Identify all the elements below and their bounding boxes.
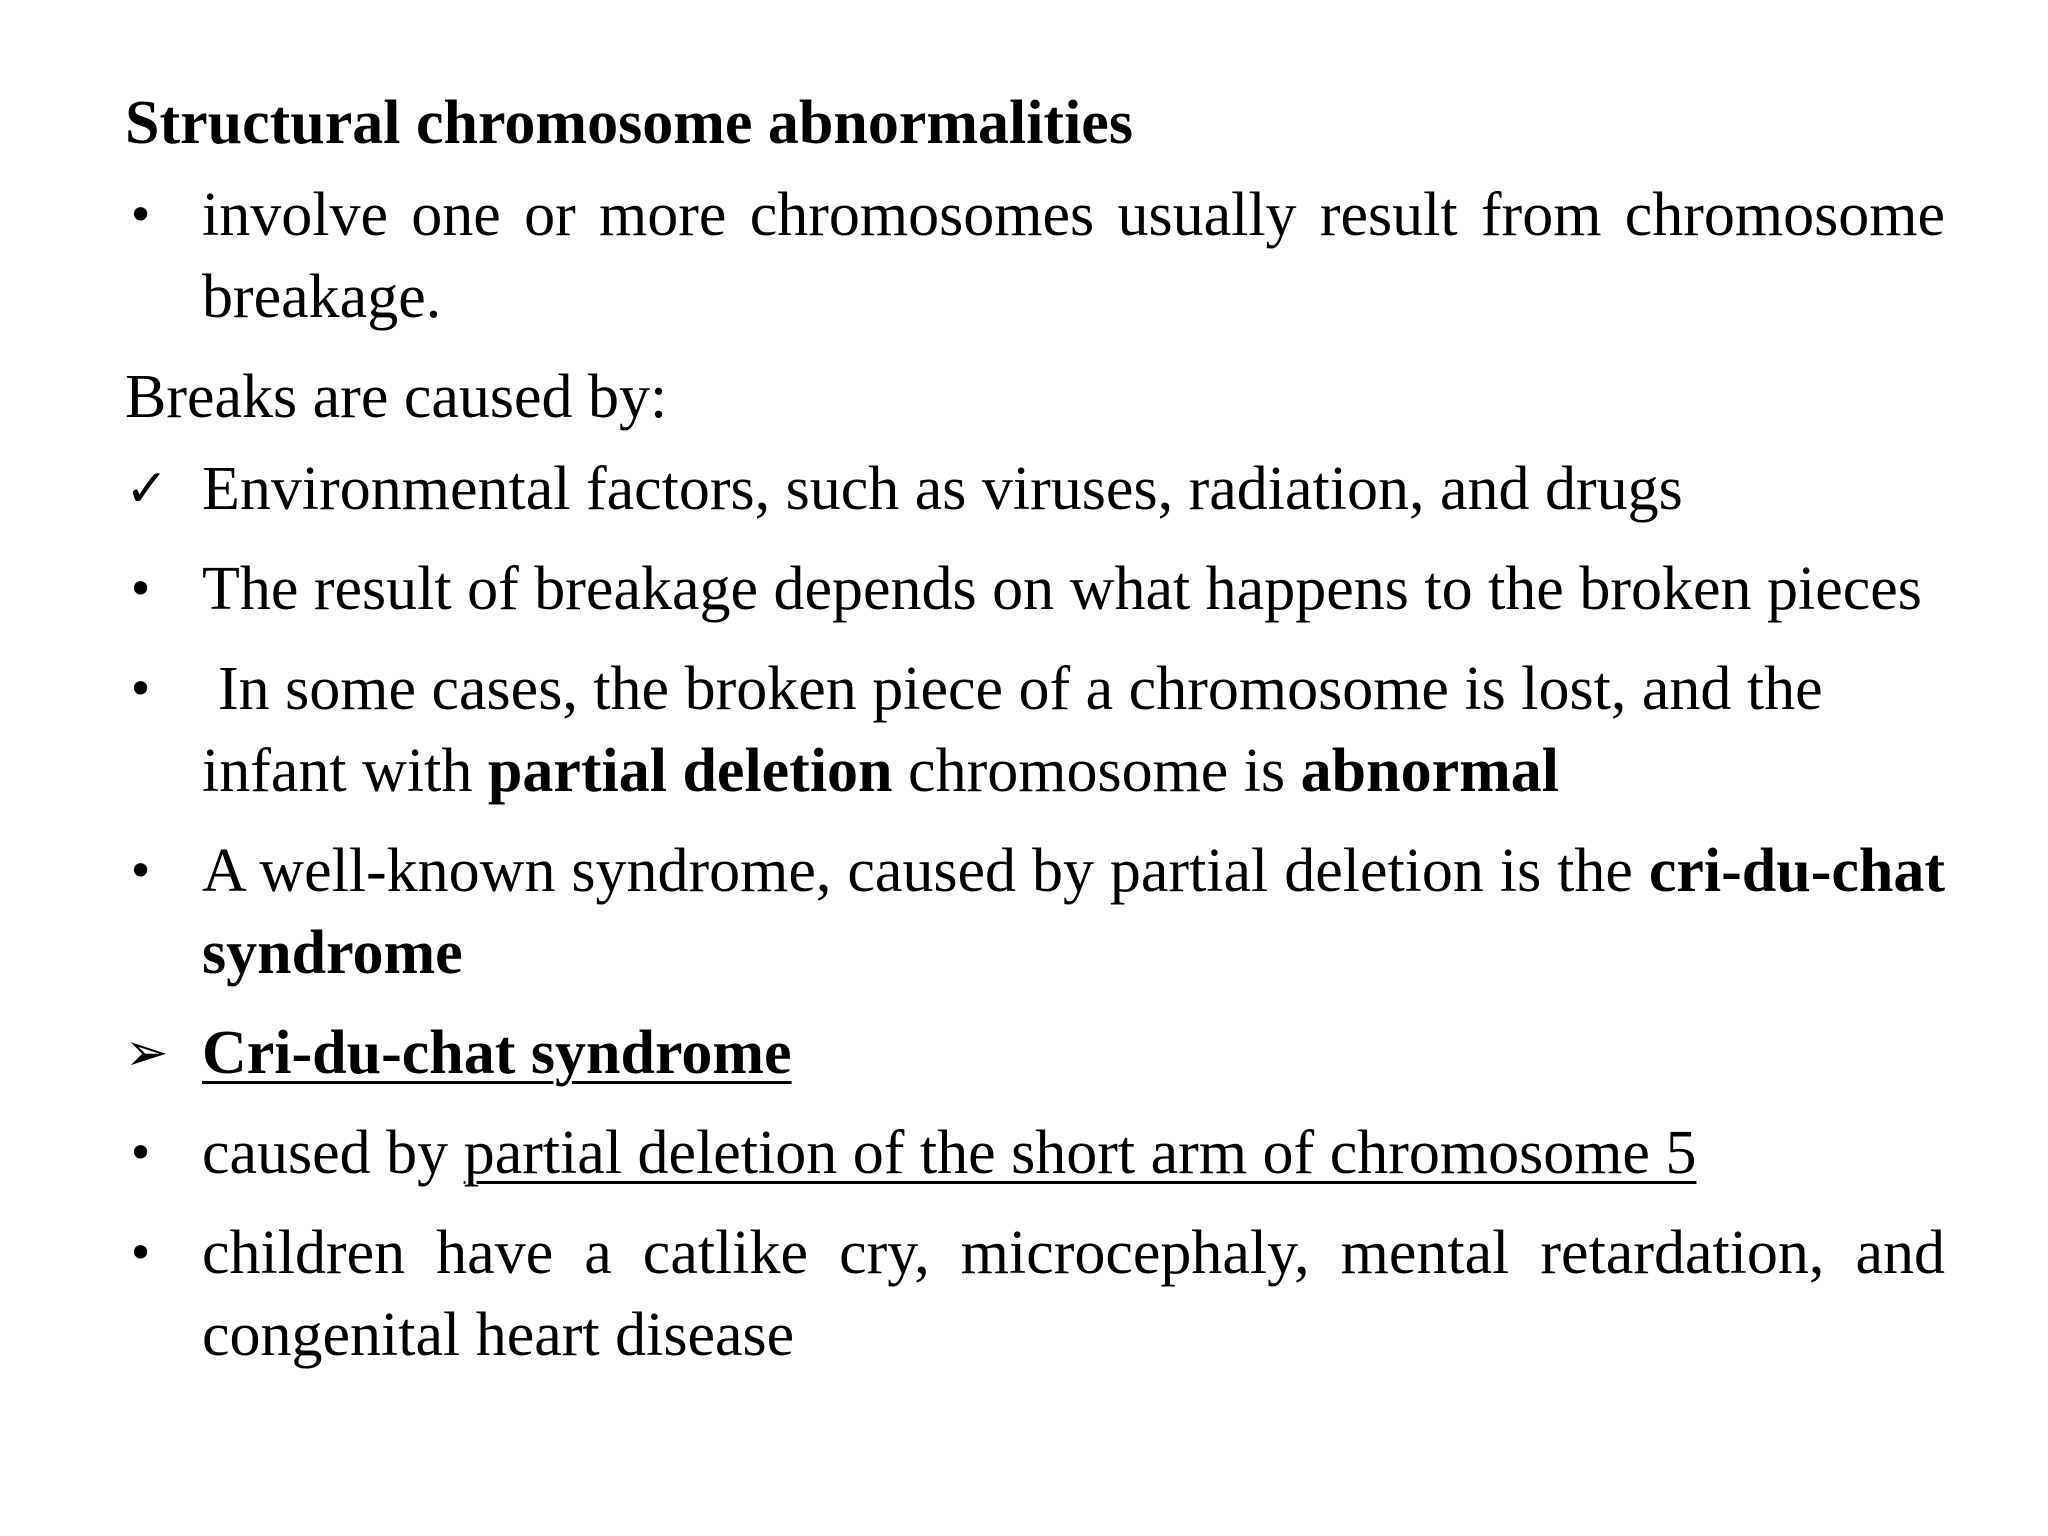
slide-title: Structural chromosome abnormalities bbox=[125, 89, 1133, 157]
bullet-symptoms bbox=[125, 1212, 1945, 1376]
slide-content bbox=[125, 82, 1945, 1394]
bullet-icon: • bbox=[127, 562, 155, 616]
bullet-icon: • bbox=[127, 1126, 155, 1180]
arrow-bullet-icon: ➢ bbox=[125, 1023, 169, 1083]
checkmark-icon: ✓ bbox=[125, 459, 169, 519]
bullet-text-part: A well-known syndrome, caused by partial deletion is the bbox=[202, 837, 1649, 905]
bullet-result-of-breakage bbox=[125, 548, 1945, 630]
bullet-icon: • bbox=[127, 844, 155, 898]
check-item-text: Environmental factors, such as viruses, radiation, and drugs bbox=[202, 455, 1683, 523]
underlined-text: partial deletion of the short arm of chromosome 5 bbox=[463, 1119, 1697, 1187]
bullet-caused-by bbox=[125, 1112, 1945, 1194]
breaks-heading: Breaks are caused by: bbox=[125, 363, 668, 431]
bullet-text-part: In some cases, the broken piece of a chromosome is lost, and the infant with bbox=[202, 655, 1823, 805]
bullet-text-part: caused by bbox=[202, 1119, 464, 1187]
bullet-text: children have a catlike cry, microcephaly, mental retardation, and congenital heart disease bbox=[202, 1219, 1945, 1369]
bold-term-partial-deletion: partial deletion bbox=[487, 737, 893, 805]
check-item-environmental bbox=[125, 448, 1945, 530]
bullet-text-part: chromosome is bbox=[892, 737, 1301, 805]
bullet-icon: • bbox=[127, 1226, 155, 1280]
bullet-involve-chromosomes bbox=[125, 174, 1945, 338]
bullet-text: The result of breakage depends on what happens to the broken pieces bbox=[202, 555, 1922, 623]
bold-term-cri-du-chat: cri-du-chat syndrome bbox=[202, 837, 1945, 987]
arrow-heading-cri-du-chat bbox=[125, 1012, 1945, 1094]
bullet-icon: • bbox=[127, 188, 155, 242]
bullet-text: involve one or more chromosomes usually result from chromosome breakage. bbox=[202, 181, 1945, 331]
section-heading: Cri-du-chat syndrome bbox=[202, 1019, 792, 1087]
bullet-well-known-syndrome bbox=[125, 830, 1945, 994]
bullet-icon: • bbox=[127, 662, 155, 716]
bullet-partial-deletion bbox=[125, 648, 1945, 812]
bold-term-abnormal: abnormal bbox=[1300, 737, 1560, 805]
